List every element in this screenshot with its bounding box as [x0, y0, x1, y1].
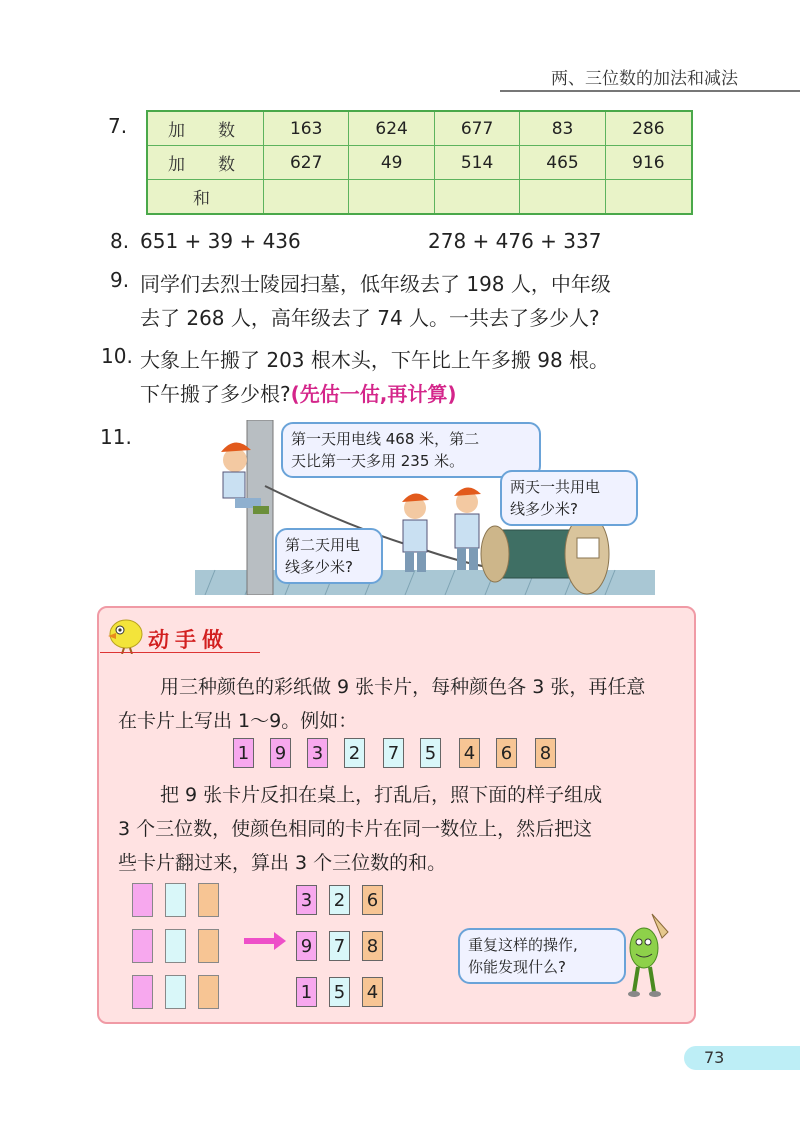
result-card: 9 — [296, 931, 317, 961]
result-card: 5 — [329, 977, 350, 1007]
blank-card — [132, 883, 153, 917]
row-label: 加 数 — [147, 111, 264, 146]
table-cell: 916 — [605, 146, 692, 180]
instruction-2-line3: 些卡片翻过来，算出 3 个三位数的和。 — [118, 852, 447, 874]
blank-card — [198, 929, 219, 963]
table-row — [147, 180, 692, 215]
answer-cell[interactable] — [520, 180, 605, 215]
example-card: 2 — [344, 738, 365, 768]
answer-cell[interactable] — [349, 180, 434, 215]
table-cell: 286 — [605, 111, 692, 146]
table-cell: 465 — [520, 146, 605, 180]
bubble-3-line2: 线多少米? — [285, 558, 353, 576]
chapter-title: 两、三位数的加法和减法 — [551, 69, 738, 89]
question-11-number: 11. — [100, 425, 132, 449]
result-card: 3 — [296, 885, 317, 915]
result-card: 6 — [362, 885, 383, 915]
answer-cell[interactable] — [434, 180, 519, 215]
example-card: 1 — [233, 738, 254, 768]
pencil-mascot-icon — [622, 912, 676, 998]
example-card: 8 — [535, 738, 556, 768]
blank-card — [198, 975, 219, 1009]
hands-on-title: 动手做 — [148, 628, 229, 652]
estimate-hint: (先估一估,再计算) — [290, 382, 457, 406]
question-8-number: 8. — [110, 229, 130, 253]
table-cell: 677 — [434, 111, 519, 146]
instruction-1-line2: 在卡片上写出 1～9。例如： — [118, 710, 358, 732]
table-row — [147, 111, 692, 146]
answer-cell[interactable] — [605, 180, 692, 215]
question-7-number: 7. — [108, 114, 128, 138]
question-10-line2 — [140, 378, 457, 407]
page-header — [500, 64, 800, 92]
example-card: 5 — [420, 738, 441, 768]
blank-card — [165, 975, 186, 1009]
expression-1: 651 + 39 + 436 — [140, 229, 301, 253]
example-card: 3 — [307, 738, 328, 768]
result-card: 2 — [329, 885, 350, 915]
result-card: 1 — [296, 977, 317, 1007]
question-10-number: 10. — [101, 344, 133, 368]
table-cell: 627 — [264, 146, 349, 180]
example-card: 7 — [383, 738, 404, 768]
table-cell: 514 — [434, 146, 519, 180]
table-cell: 49 — [349, 146, 434, 180]
row-label: 加 数 — [147, 146, 264, 180]
question-9-line2: 去了 268 人，高年级去了 74 人。一共去了多少人? — [140, 306, 600, 330]
table-row — [147, 146, 692, 180]
instruction-2-line2: 3 个三位数，使颜色相同的卡片在同一数位上，然后把这 — [118, 818, 593, 840]
instruction-2-line1: 把 9 张卡片反扣在桌上，打乱后，照下面的样子组成 — [160, 784, 603, 806]
page-number: 73 — [704, 1048, 725, 1067]
question-9-number: 9. — [110, 268, 130, 292]
result-card: 7 — [329, 931, 350, 961]
blank-card — [198, 883, 219, 917]
instruction-1-line1: 用三种颜色的彩纸做 9 张卡片，每种颜色各 3 张，再任意 — [160, 676, 646, 698]
page-number-tab — [684, 1046, 800, 1070]
bubble-2-line1: 两天一共用电 — [510, 478, 601, 496]
question-9-line1: 同学们去烈士陵园扫墓，低年级去了 198 人，中年级 — [140, 272, 611, 296]
bubble-4-line2: 你能发现什么? — [468, 958, 566, 976]
example-card: 4 — [459, 738, 480, 768]
bird-mascot-icon — [104, 614, 146, 654]
illustration-electricians — [195, 420, 655, 595]
table-cell: 163 — [264, 111, 349, 146]
expression-2: 278 + 476 + 337 — [428, 229, 602, 253]
right-arrow-icon — [244, 938, 276, 944]
blank-card — [132, 975, 153, 1009]
bubble-1-line1: 第一天用电线 468 米，第二 — [291, 430, 480, 448]
example-card: 9 — [270, 738, 291, 768]
bubble-2-line2: 线多少米? — [510, 500, 578, 518]
speech-bubble-2 — [500, 470, 638, 526]
row-label: 和 — [147, 180, 264, 215]
answer-cell[interactable] — [264, 180, 349, 215]
blank-card — [165, 883, 186, 917]
result-card: 8 — [362, 931, 383, 961]
question-10-text: 下午搬了多少根? — [140, 382, 291, 406]
title-underline — [100, 652, 260, 653]
speech-bubble-4 — [458, 928, 626, 984]
example-card: 6 — [496, 738, 517, 768]
addition-table — [146, 110, 693, 215]
result-card: 4 — [362, 977, 383, 1007]
bubble-1-line2: 天比第一天多用 235 米。 — [291, 452, 465, 470]
blank-card — [132, 929, 153, 963]
speech-bubble-1 — [281, 422, 541, 478]
table-cell: 624 — [349, 111, 434, 146]
table-cell: 83 — [520, 111, 605, 146]
question-10-line1: 大象上午搬了 203 根木头，下午比上午多搬 98 根。 — [140, 348, 610, 372]
bubble-4-line1: 重复这样的操作, — [468, 936, 578, 954]
bubble-3-line1: 第二天用电 — [285, 536, 361, 554]
blank-card — [165, 929, 186, 963]
speech-bubble-3 — [275, 528, 383, 584]
